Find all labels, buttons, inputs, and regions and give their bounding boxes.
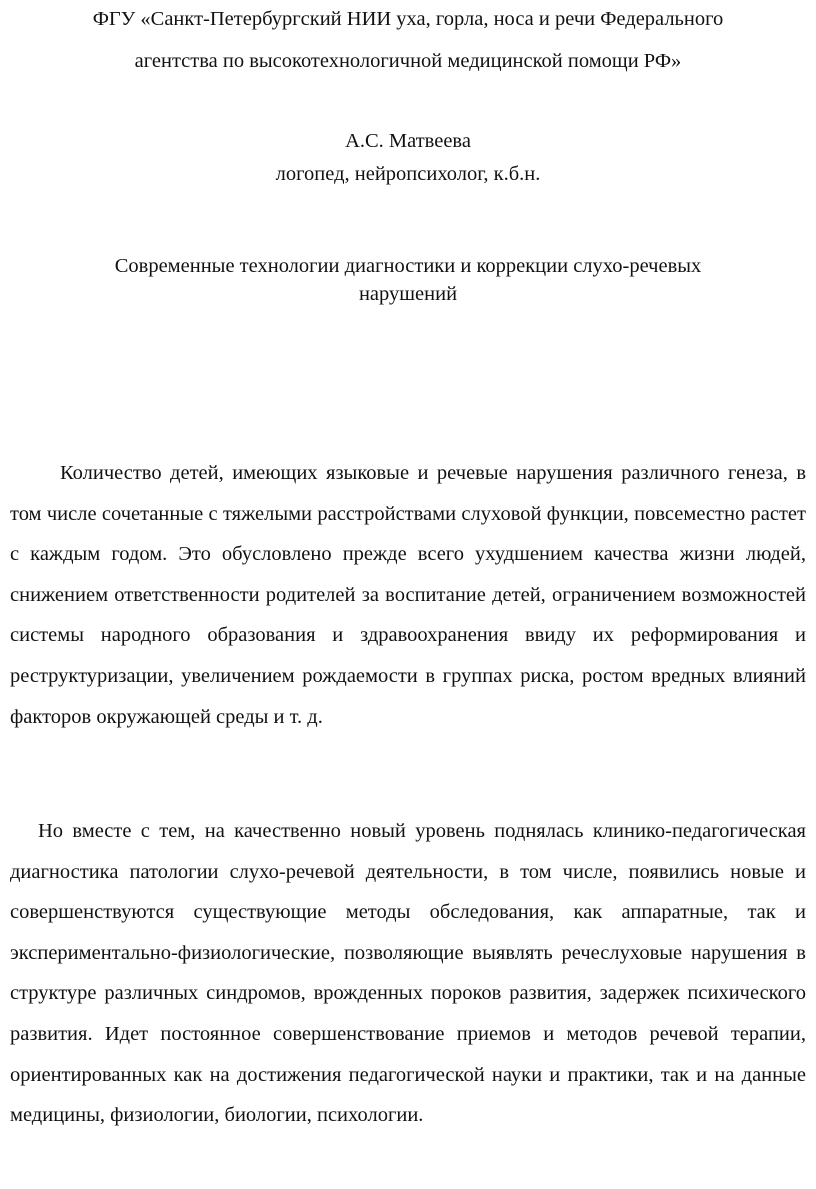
author-name: А.С. Матвеева xyxy=(345,130,471,152)
document-title-line-1: Современные технологии диагностики и коррекции слухо-речевых xyxy=(114,255,702,277)
document-title-line-2: нарушений xyxy=(358,283,458,305)
organization-line-1: ФГУ «Санкт-Петербургский НИИ уха, горла, носа и речи Федерального xyxy=(92,8,724,30)
body-paragraph-1: Количество детей, имеющих языковые и речевые нарушения различного генеза, в том числе сочетанные с тяжелыми расстройствами слуховой функции, повсеместно растет с каждым годом. Это обусловлено прежде всего ухудшением качества жизни людей, снижением ответственности родителей за воспитание детей, ограничением возможностей системы народного образования и здравоохранения ввиду их реформирования и реструктуризации, увеличением рождаемости в группах риска, ростом вредных влияний факторов окружающей среды и т. д. xyxy=(10,462,806,728)
body-paragraph-2: Но вместе с тем, на качественно новый уровень поднялась клинико-педагогическая диагностика патологии слухо-речевой деятельности, в том числе, появились новые и совершенствуются существующие методы обследования, как аппаратные, так и экспериментально-физиологические, позволяющие выявлять речеслуховые нарушения в структуре различных синдромов, врожденных пороков развития, задержек психического развития. Идет постоянное совершенствование приемов и методов речевой терапии, ориентированных как на достижения педагогической науки и практики, так и на данные медицины, физиологии, биологии, психологии. xyxy=(10,820,806,1127)
organization-line-2: агентства по высокотехнологичной медицинской помощи РФ» xyxy=(134,50,682,72)
author-position: логопед, нейропсихолог, к.б.н. xyxy=(275,163,541,185)
